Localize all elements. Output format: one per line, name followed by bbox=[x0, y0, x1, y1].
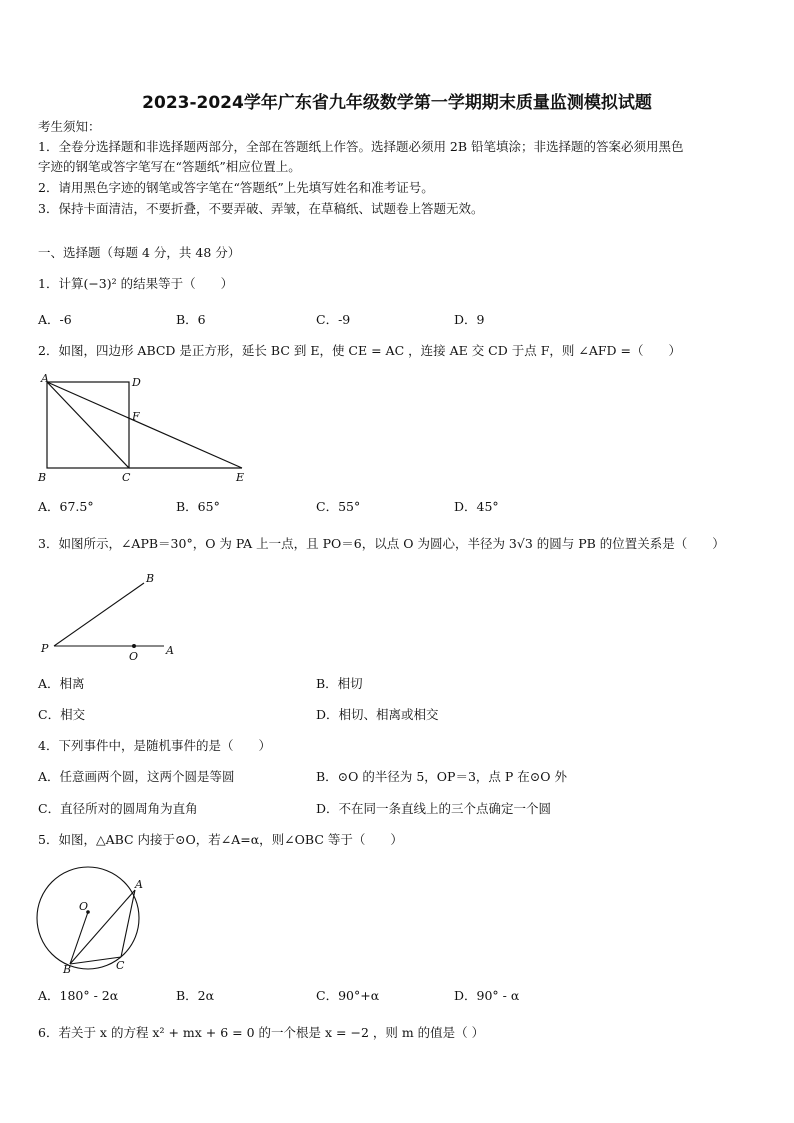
label-a: A bbox=[166, 644, 174, 657]
label-o: O bbox=[79, 900, 89, 913]
label-d: D bbox=[132, 376, 141, 389]
label-p: P bbox=[41, 642, 49, 655]
angle-figure bbox=[36, 566, 186, 666]
label-e: E bbox=[236, 471, 245, 484]
q3-option-b: B．相切 bbox=[316, 676, 363, 691]
label-o: O bbox=[129, 650, 139, 663]
q4-stem: 4．下列事件中，是随机事件的是（ ） bbox=[38, 738, 271, 753]
circle-figure bbox=[34, 862, 150, 976]
label-b: B bbox=[38, 471, 47, 484]
segment-bc bbox=[70, 957, 121, 964]
label-c: C bbox=[116, 959, 125, 972]
q4-option-b: B．⊙O 的半径为 5，OP＝3，点 P 在⊙O 外 bbox=[316, 769, 567, 784]
q3-option-d: D．相切、相离或相交 bbox=[316, 707, 439, 722]
q1-stem: 1．计算(−3)² 的结果等于（ ） bbox=[38, 276, 234, 291]
ray-pb bbox=[54, 583, 144, 646]
section-heading: 一、选择题（每题 4 分，共 48 分） bbox=[38, 245, 241, 260]
label-b: B bbox=[146, 572, 155, 585]
q4-option-d: D．不在同一条直线上的三个点确定一个圆 bbox=[316, 801, 552, 816]
q6-stem: 6．若关于 x 的方程 x² + mx + 6 = 0 的一个根是 x = −2 ，则 m 的值是（ ） bbox=[38, 1025, 485, 1040]
notice-heading: 考生须知： bbox=[38, 119, 101, 134]
label-b: B bbox=[63, 963, 72, 976]
notice-item-2: 2．请用黑色字迹的钢笔或答字笔在“答题纸”上先填写姓名和准考证号。 bbox=[38, 180, 434, 195]
q3-option-a: A．相离 bbox=[38, 676, 85, 691]
q4-option-a: A．任意画两个圆，这两个圆是等圆 bbox=[38, 769, 235, 784]
segment-ae bbox=[47, 382, 242, 468]
q3-stem: 3．如图所示，∠APB＝30°，O 为 PA 上一点，且 PO＝6，以点 O 为圆心，半径为 3√3 的圆与 PB 的位置关系是（ ） bbox=[38, 536, 725, 551]
notice-item-1-cont: 字迹的钢笔或答字笔写在“答题纸”相应位置上。 bbox=[38, 159, 301, 174]
segment-ob bbox=[70, 912, 88, 964]
q2-stem: 2．如图，四边形 ABCD 是正方形，延长 BC 到 E，使 CE = AC ，连接 AE 交 CD 于点 F，则 ∠AFD =（ ） bbox=[38, 343, 682, 358]
q4-option-c: C．直径所对的圆周角为直角 bbox=[38, 801, 198, 816]
q2-option-b: B．65° bbox=[176, 499, 220, 514]
point-o bbox=[132, 644, 136, 648]
circle-o bbox=[37, 867, 139, 969]
q2-option-d: D．45° bbox=[454, 499, 499, 514]
label-a: A bbox=[135, 878, 143, 891]
q5-option-d: D．90° - α bbox=[454, 988, 520, 1003]
q1-option-b: B．6 bbox=[176, 312, 206, 327]
q1-option-d: D．9 bbox=[454, 312, 485, 327]
page-title: 2023-2024学年广东省九年级数学第一学期期末质量监测模拟试题 bbox=[142, 93, 652, 113]
diagonal-ac bbox=[47, 382, 129, 468]
q5-stem: 5．如图，△ABC 内接于⊙O，若∠A=α，则∠OBC 等于（ ） bbox=[38, 832, 403, 847]
q5-option-b: B．2α bbox=[176, 988, 215, 1003]
segment-ac bbox=[121, 890, 135, 957]
q2-option-a: A．67.5° bbox=[38, 499, 94, 514]
label-c: C bbox=[122, 471, 131, 484]
label-f: F bbox=[132, 410, 140, 423]
label-a: A bbox=[41, 372, 49, 385]
q5-option-a: A．180° - 2α bbox=[38, 988, 119, 1003]
q5-option-c: C．90°+α bbox=[316, 988, 380, 1003]
q1-option-a: A．-6 bbox=[38, 312, 72, 327]
q2-option-c: C．55° bbox=[316, 499, 361, 514]
q1-option-c: C．-9 bbox=[316, 312, 351, 327]
square-figure bbox=[32, 370, 262, 490]
q3-option-c: C．相交 bbox=[38, 707, 86, 722]
notice-item-1: 1．全卷分选择题和非选择题两部分，全部在答题纸上作答。选择题必须用 2B 铅笔填涂；非选择题的答案必须用黑色 bbox=[38, 139, 684, 154]
notice-item-3: 3．保持卡面清洁，不要折叠，不要弄破、弄皱，在草稿纸、试题卷上答题无效。 bbox=[38, 201, 484, 216]
